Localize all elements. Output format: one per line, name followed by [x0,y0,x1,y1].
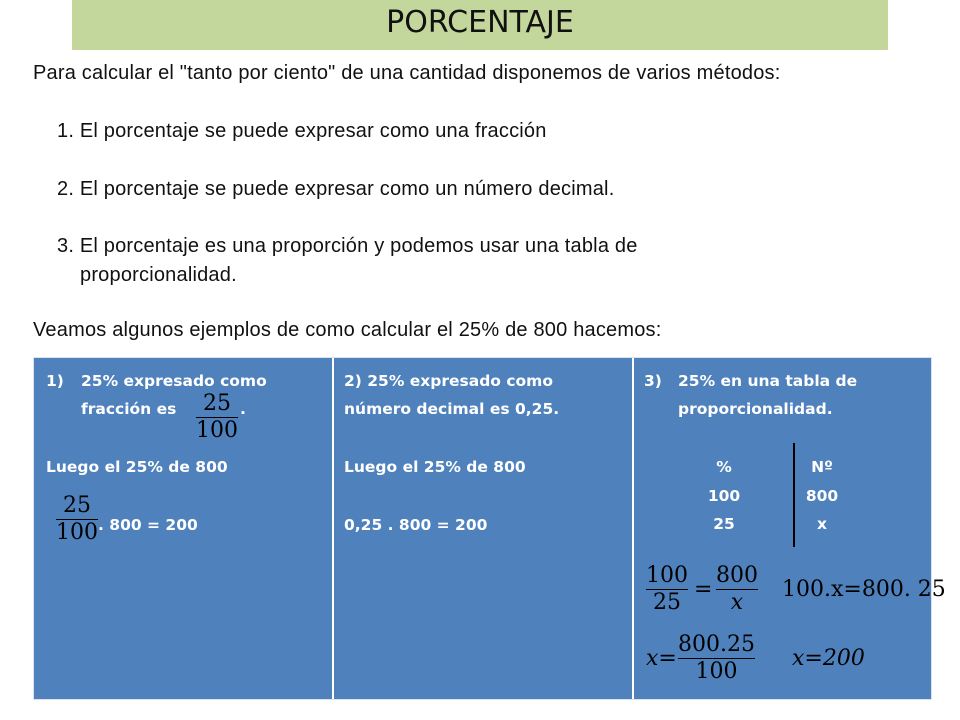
box1-line2: fracción es [81,400,177,418]
eq-num: 800 [716,563,758,588]
equation-fraction-left [646,564,688,615]
box1-result: . 800 = 200 [98,516,198,534]
box2-line1: 2) 25% expresado como [344,372,553,390]
method-3-cont: proporcionalidad. [80,264,237,286]
title-banner [72,0,888,50]
fraction-denominator: 100 [56,520,98,545]
box2-luego: Luego el 25% de 800 [344,458,526,476]
box1-dot: . [240,400,246,418]
eq-den: x [730,590,744,615]
box3-number: 3) [644,372,662,390]
box2-line2: número decimal es 0,25. [344,400,560,418]
proportion-header-number: Nº [811,458,833,476]
proportion-cell: 800 [805,487,839,505]
equation-x-lhs: x= [646,646,677,671]
fraction-numerator: 25 [203,391,231,416]
box2-calc: 0,25 . 800 = 200 [344,516,488,534]
example-box-fraction [34,358,334,699]
proportion-cell: 100 [707,487,741,505]
equation-result: x=200 [792,646,865,671]
box3-line1: 25% en una tabla de [678,372,858,390]
equation-equals: = [694,577,713,602]
box3-line2: proporcionalidad. [678,400,833,418]
fraction-denominator: 100 [196,418,238,443]
proportion-divider [793,443,795,547]
example-box-proportion [634,358,946,699]
method-2: 2. El porcentaje se puede expresar como un número decimal. [57,178,615,200]
method-3: 3. El porcentaje es una proporción y podemos usar una tabla de [57,235,638,257]
examples-intro: Veamos algunos ejemplos de como calcular el 25% de 800 hacemos: [33,319,662,341]
intro-text: Para calcular el "tanto por ciento" de una cantidad disponemos de varios métodos: [33,62,781,84]
example-box-decimal [334,358,634,699]
eq-num: 100 [646,563,688,588]
fraction-numerator: 25 [63,493,91,518]
method-1: 1. El porcentaje se puede expresar como una fracción [57,120,547,142]
equation-x-fraction [678,633,755,684]
box1-number: 1) [46,372,64,390]
proportion-header-percent: % [716,458,732,476]
fraction-25-100 [196,392,238,443]
examples-table [33,357,946,700]
eq-den: 100 [695,659,738,684]
proportion-cell: 25 [713,515,735,533]
box1-line1: 25% expresado como [81,372,267,390]
box1-luego: Luego el 25% de 800 [46,458,228,476]
proportion-cell: x [817,515,827,533]
eq-den: 25 [653,590,681,615]
equation-cross-multiply: 100.x=800. 25 [782,577,946,602]
fraction-25-100-calc [56,494,98,545]
equation-fraction-right [716,564,758,615]
eq-num: 800.25 [678,632,755,657]
page-title: PORCENTAJE [386,5,574,40]
